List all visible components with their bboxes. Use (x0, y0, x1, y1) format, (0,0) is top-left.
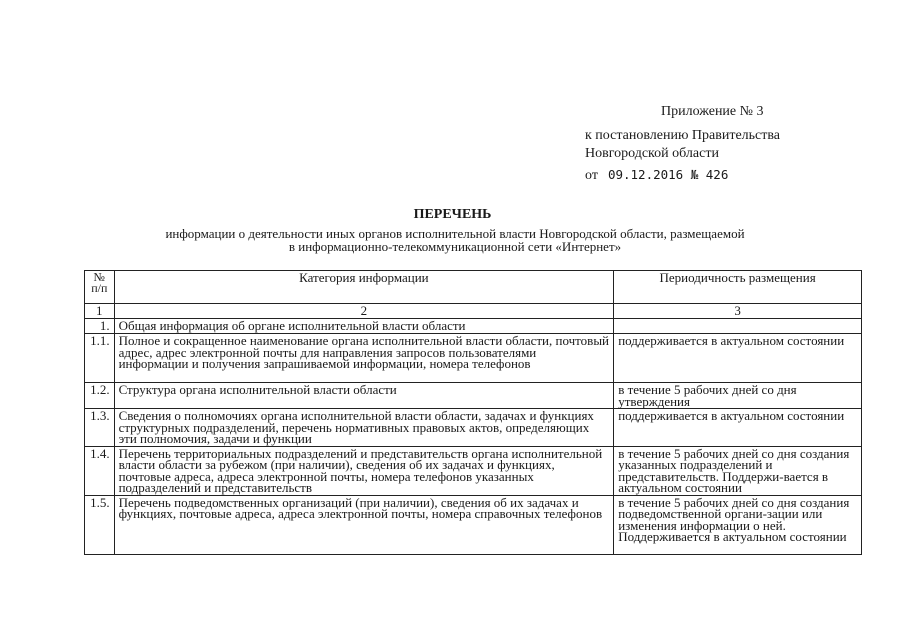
subtitle-line-2: в информационно-телекоммуникационной сети «Интернет» (288, 239, 622, 254)
resolution-date-number: 09.12.2016 № 426 (607, 167, 729, 182)
column-index-1: 1 (85, 304, 115, 319)
row-num: 1.1. (85, 334, 115, 383)
row-num: 1. (85, 319, 115, 334)
row-category: Перечень подведомственных организаций (при наличии), сведения об их задачах и функциях, почтовые адреса, адреса электронной почты, номера справочных телефонов (114, 495, 614, 554)
information-list-table (84, 270, 862, 555)
row-num: 1.2. (85, 383, 115, 409)
row-periodicity: поддерживается в актуальном состоянии (614, 409, 862, 447)
row-category: Полное и сокращенное наименование органа исполнительной власти области, почтовый адрес, адрес электронной почты для направления запросов пользователями информации и получения запрашиваемой информации, номера телефонов (114, 334, 614, 383)
row-category: Структура органа исполнительной власти области (114, 383, 614, 409)
row-num: 1.4. (85, 446, 115, 495)
table-row (85, 383, 862, 409)
table-row (85, 334, 862, 383)
header-periodicity: Периодичность размещения (614, 271, 862, 304)
resolution-line-1: к постановлению Правительства (585, 128, 781, 143)
resolution-line-2: Новгородской области (585, 146, 719, 161)
table-row (85, 446, 862, 495)
document-header (0, 0, 905, 200)
row-periodicity (614, 319, 862, 334)
table-header-row (85, 271, 862, 304)
subtitle-line-1: информации о деятельности иных органов исполнительной власти Новгородской области, размещаемой (165, 226, 745, 241)
row-num: 1.5. (85, 495, 115, 554)
table-row (85, 495, 862, 554)
row-num: 1.3. (85, 409, 115, 447)
resolution-from: от (585, 168, 598, 183)
table-row (85, 409, 862, 447)
header-category: Категория информации (114, 271, 614, 304)
row-periodicity: в течение 5 рабочих дней со дня создания указанных подразделений и представительств. Поддержи-вается в актуальном состоянии (614, 446, 862, 495)
column-index-row (85, 304, 862, 319)
resolution-date-line (585, 166, 728, 185)
table-row (85, 319, 862, 334)
column-index-3: 3 (614, 304, 862, 319)
row-category: Общая информация об органе исполнительной власти области (114, 319, 614, 334)
document-subtitle (110, 227, 800, 253)
row-periodicity: поддерживается в актуальном состоянии (614, 334, 862, 383)
row-periodicity: в течение 5 рабочих дней со дня утверждения (614, 383, 862, 409)
row-category: Сведения о полномочиях органа исполнительной власти области, задачах и функциях структурных подразделений, перечень нормативных правовых актов, определяющих эти полномочия, задачи и функции (114, 409, 614, 447)
header-num: № п/п (85, 271, 115, 304)
column-index-2: 2 (114, 304, 614, 319)
document-title: ПЕРЕЧЕНЬ (413, 207, 492, 222)
row-periodicity: в течение 5 рабочих дней со дня создания подведомственной органи-зации или изменения информации о ней. Поддерживается в актуальном состоянии (614, 495, 862, 554)
appendix-label: Приложение № 3 (661, 104, 764, 119)
row-category: Перечень территориальных подразделений и представительств органа исполнительной власти области за рубежом (при наличии), сведения об их задачах и функциях, почтовые адреса, адреса электронной почты, номера телефонов указанных подразделений и представительств (114, 446, 614, 495)
